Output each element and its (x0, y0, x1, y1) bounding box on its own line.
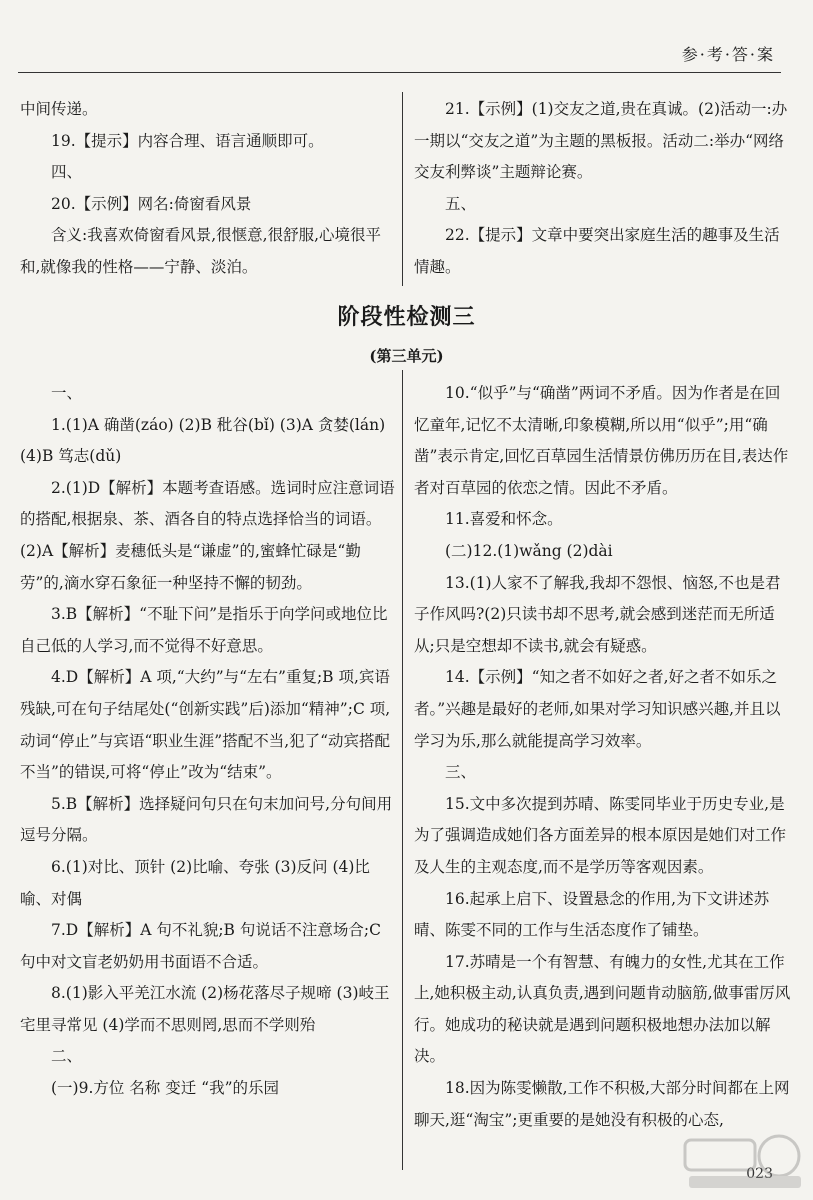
bottom-right-column (414, 378, 792, 1136)
paragraph: 17.苏晴是一个有智慧、有魄力的女性,尤其在工作上,她积极主动,认真负责,遇到问题肯动脑筋,做事雷厉风行。她成功的秘诀就是遇到问题积极地想办法加以解决。 (414, 952, 791, 1066)
paragraph: 二、 (51, 1047, 83, 1066)
paragraph: 三、 (445, 763, 477, 782)
paragraph: 五、 (445, 194, 477, 213)
paragraph: 4.D【解析】A 项,“大约”与“左右”重复;B 项,宾语残缺,可在句子结尾处(“创新实践”后)添加“精神”;C 项,动词“停止”与宾语“职业生涯”搭配不当,犯了“动宾搭配不当”的错误,可将“停止”改为“结束”。 (20, 668, 391, 782)
column-divider-bottom (402, 370, 403, 1170)
paragraph: 21.【示例】(1)交友之道,贵在真诚。(2)活动一:办一期以“交友之道”为主题的黑板报。活动二:举办“网络交友利弊谈”主题辩论赛。 (414, 100, 788, 182)
paragraph: 5.B【解析】选择疑问句只在句末加问号,分句间用逗号分隔。 (20, 794, 393, 845)
paragraph: 7.D【解析】A 句不礼貌;B 句说话不注意场合;C 句中对文盲老奶奶用书面语不合适。 (20, 921, 381, 971)
section-subtitle: (第三单元) (369, 347, 444, 365)
paragraph: 中间传递。 (20, 100, 98, 118)
paragraph: (一)9.方位 名称 变迁 “我”的乐园 (51, 1079, 280, 1098)
paragraph: 3.B【解析】“不耻下问”是指乐于向学问或地位比自己低的人学习,而不觉得不好意思。 (20, 605, 388, 655)
paragraph: 11.喜爱和怀念。 (445, 510, 563, 529)
page-number: 023 (746, 1166, 773, 1182)
header-rule (18, 72, 781, 73)
column-divider-top (402, 92, 403, 286)
paragraph: 22.【提示】文章中要突出家庭生活的趣事及生活情趣。 (414, 226, 780, 276)
paragraph: 四、 (51, 163, 83, 182)
paragraph: 2.(1)D【解析】本题考查语感。选词时应注意词语的搭配,根据泉、茶、酒各自的特点选择恰当的词语。(2)A【解析】麦穗低头是“谦虚”的,蜜蜂忙碌是“勤劳”的,滴水穿石象征一种坚持不懈的韧劲。 (20, 478, 395, 592)
paragraph: 18.因为陈雯懒散,工作不积极,大部分时间都在上网聊天,逛“淘宝”;更重要的是她没有积极的心态, (414, 1079, 790, 1129)
top-left-column (20, 94, 398, 284)
paragraph: 8.(1)影入平羌江水流 (2)杨花落尽子规啼 (3)岐王宅里寻常见 (4)学而不思则罔,思而不学则殆 (20, 984, 390, 1034)
top-right-column (414, 94, 792, 284)
paragraph: 20.【示例】网名:倚窗看风景 (51, 194, 252, 213)
page-header-title: 参·考·答·案 (681, 45, 775, 64)
bottom-left-column (20, 378, 398, 1105)
paragraph: 19.【提示】内容合理、语言通顺即可。 (51, 131, 324, 150)
paragraph: (二)12.(1)wǎng (2)dài (445, 541, 613, 560)
paragraph: 16.起承上启下、设置悬念的作用,为下文讲述苏晴、陈雯不同的工作与生活态度作了铺垫。 (414, 889, 770, 940)
paragraph: 13.(1)人家不了解我,我却不怨恨、恼怒,不也是君子作风吗?(2)只读书却不思考,就会感到迷茫而无所适从;只是空想却不读书,就会有疑惑。 (414, 573, 781, 655)
paragraph: 一、 (51, 384, 83, 402)
paragraph: 含义:我喜欢倚窗看风景,很惬意,很舒服,心境很平和,就像我的性格——宁静、淡泊。 (20, 226, 382, 276)
section-title: 阶段性检测三 (337, 305, 476, 330)
watermark-logo-icon (679, 1130, 809, 1194)
paragraph: 14.【示例】“知之者不如好之者,好之者不如乐之者。”兴趣是最好的老师,如果对学习知识感兴趣,并且以学习为乐,那么就能提高学习效率。 (414, 668, 781, 750)
paragraph: 10.“似乎”与“确凿”两词不矛盾。因为作者是在回忆童年,记忆不太清晰,印象模糊,所以用“似乎”;用“确凿”表示肯定,回忆百草园生活情景仿佛历历在目,表达作者对百草园的依恋之情。因此不矛盾。 (414, 384, 789, 497)
paragraph: 15.文中多次提到苏晴、陈雯同毕业于历史专业,是为了强调造成她们各方面差异的根本原因是她们对工作及人生的主观态度,而不是学历等客观因素。 (414, 794, 787, 876)
paragraph: 1.(1)A 确凿(záo) (2)B 秕谷(bǐ) (3)A 贪婪(lán) (4)B 笃志(dǔ) (20, 415, 386, 466)
paragraph: 6.(1)对比、顶针 (2)比喻、夸张 (3)反问 (4)比喻、对偶 (20, 857, 370, 908)
